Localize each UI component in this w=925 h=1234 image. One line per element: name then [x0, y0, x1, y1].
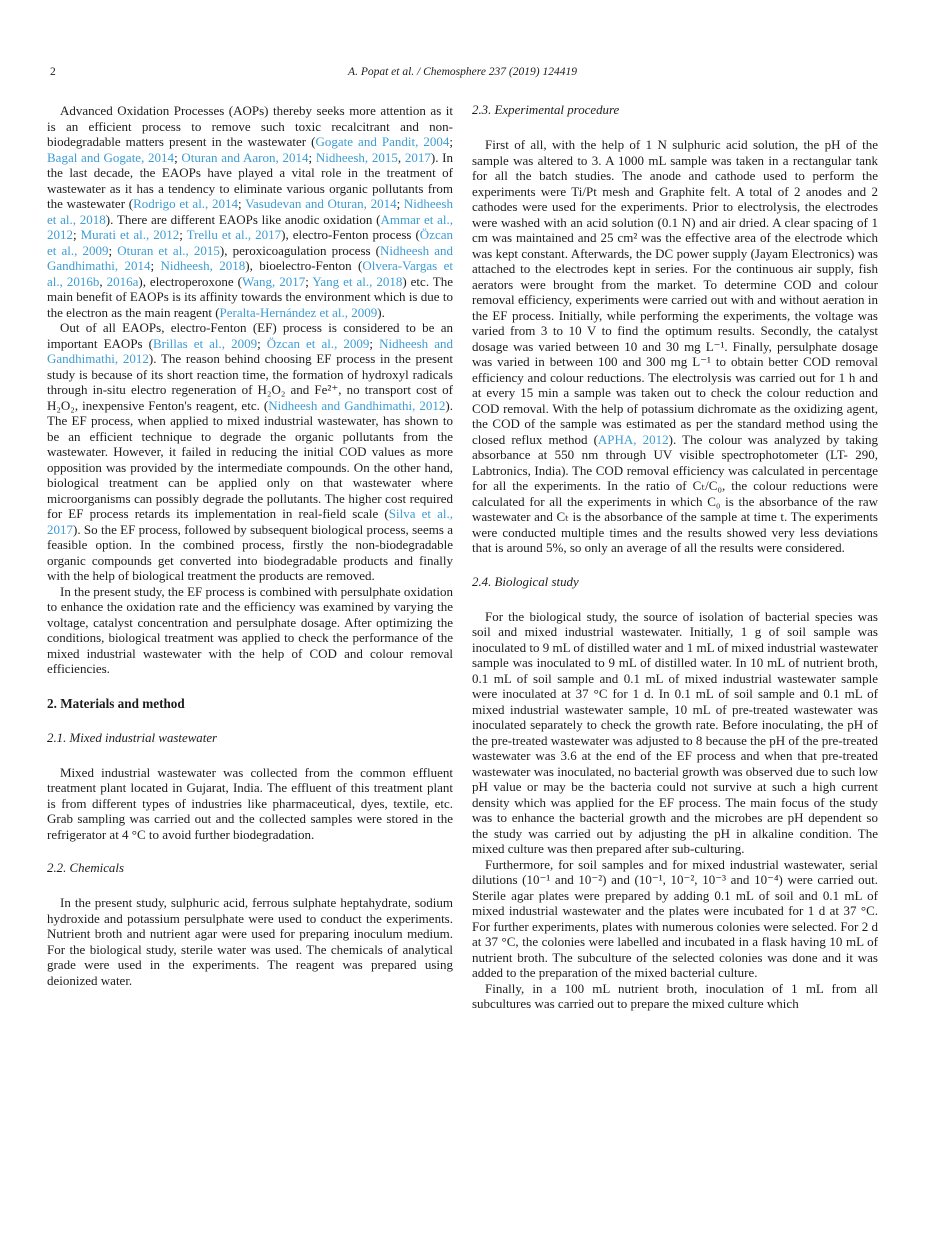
section-heading: 2. Materials and method [47, 695, 185, 711]
citation-link[interactable]: Ammar et al., 2012 [47, 211, 453, 242]
citation-link[interactable]: Nidheesh and Gandhimathi, 2012 [47, 335, 453, 366]
citation-link[interactable]: Bagal and Gogate, 2014 [47, 149, 175, 165]
citation-link[interactable]: Nidheesh, 2015 [315, 149, 398, 165]
citation-link[interactable]: Murati et al., 2012 [80, 227, 180, 242]
citation-link[interactable]: Gogate and Pandit, 2004 [315, 134, 450, 149]
citation-link[interactable]: 2016a [106, 273, 139, 289]
citation-link[interactable]: Oturan and Aaron, 2014 [181, 149, 309, 165]
paragraph: Out of all EAOPs, electro-Fenton (EF) process is considered to be an important EAOPs (Brillas et al., 2009; Özcan et al., 2009; Nidheesh and Gandhimathi, 2012). The reason behind choosing EF process in the present study is because of its short reaction time, the formation of hydroxyl radicals through in-situ electro regeneration of H₂O₂ and Fe²⁺, no transport cost of H₂O₂, inexpensive Fenton's reagent, etc. (Nidheesh and Gandhimathi, 2012). The EF process, when applied to mixed industrial wastewater, has shown to be an efficient technique to degrade the organic pollutants from the wastewater. However, it failed in reducing the initial COD values as more opposition was provided by the intermediate compounds. On the other hand, biological treatment can be applied only on that wastewater where microorganisms can possibly degrade the pollutants. The higher cost required for EF process retards its implementation in real-field scale (Silva et al., 2017). So the EF process, followed by subsequent biological process, seems a feasible option. In the combined process, firstly the non-biodegradable organic compounds get converted into biodegradable products and finally with the help of biological treatment the products are removed. [47, 320, 453, 583]
citation-link[interactable]: Trellu et al., 2017 [186, 227, 282, 242]
subsection-heading: 2.3. Experimental procedure [472, 103, 620, 117]
paragraph: Advanced Oxidation Processes (AOPs) thereby seeks more attention as it is an efficient process to remove such toxic recalcitrant and non-biodegradable matters present in the wastewater (Gogate and Pandit, 2004; Bagal and Gogate, 2014; Oturan and Aaron, 2014; Nidheesh, 2015, 2017). In the last decade, the EAOPs have played a vital role in the treatment of wastewater as it has a tendency to eliminate various organic pollutants from the wastewater (Rodrigo et al., 2014; Vasudevan and Oturan, 2014; Nidheesh et al., 2018). There are different EAOPs like anodic oxidation (Ammar et al., 2012; Murati et al., 2012; Trellu et al., 2017), electro-Fenton process (Özcan et al., 2009; Oturan et al., 2015), peroxicoagulation process (Nidheesh and Gandhimathi, 2014; Nidheesh, 2018), bioelectro-Fenton (Olvera-Vargas et al., 2016b, 2016a), electroperoxone (Wang, 2017; Yang et al., 2018) etc. The main benefit of EAOPs is its affinity towards the environment which is due to the electron as the main reagent (Peralta-Hernández et al., 2009). [47, 103, 454, 320]
subsection-heading: 2.1. Mixed industrial wastewater [47, 730, 218, 745]
citation-link[interactable]: Nidheesh et al., 2018 [47, 196, 453, 227]
citation-link[interactable]: Özcan et al., 2009 [47, 227, 453, 258]
paragraph: First of all, with the help of 1 N sulphuric acid solution, the pH of the sample was altered to 3. A 1000 mL sample was taken in a rectangular tank for all the batch studies. The anode and cathode used to perform the experiments were Ti/Pt mesh and Graphite felt. A total of 2 anodes and 2 cathodes were used for the experiments. Prior to electrolysis, the electrodes were washed with an acid solution (0.1 N) and air dried. A clear spacing of 1 cm was maintained and 25 cm² was the effective area of the electrode which was kept constant. Afterwards, the DC power supply (Jayam Electronics) was attached to the electrodes kept in series. For the continuous air supply, fish aerators were brought from the market. To determine COD and colour removal efficiency, experiments were carried out with and without aeration in the EF process. Initially, while performing the experiments, the voltage was varied from 3 to 10 V to find the optimum results. Secondly, the catalyst dosage was varied between 10 and 30 mg L⁻¹. Finally, persulphate dosage was varied in between 100 and 300 mg L⁻¹ to obtain better COD removal efficiency and colour reductions. The electrolysis was carried out for 1 h and at every 15 min a sample was taken out to check the colour reduction and COD removal. With the help of potassium dichromate as the oxidizing agent, the COD of the sample was estimated as per the standard method using the closed reflux method (APHA, 2012). The colour was analyzed by taking absorbance at 550 nm through UV visible spectrophotometer (LT- 290, Labtronics, India). The COD removal efficiency was calculated in percentage for all the experiments. In the ratio of Cₜ/C₀, the colour reductions were calculated for all the experiments in which C₀ is the absorbance of the raw wastewater and Cₜ is the absorbance of the sample at time t. The experiments were conducted multiple times and the results showed very less deviations that is around 5%, so only an average of all the results were considered. [472, 137, 878, 555]
citation-link[interactable]: Nidheesh, 2018 [160, 258, 246, 273]
paragraph: For the biological study, the source of isolation of bacterial species was soil and mixed industrial wastewater. Initially, 1 g of soil sample was inoculated to 9 mL of distilled water and 1 mL of mixed industrial wastewater sample was inoculated to 9 mL of distilled water. In 10 mL of nutrient broth, 0.1 mL of soil sample and 0.1 mL of mixed industrial wastewater sample were inoculated at 37 °C for 1 d. In 0.1 mL of soil sample and 0.1 mL of mixed industrial wastewater sample, 10 mL of pre-treated wastewater was inoculated separately to check the growth rate. Before inoculating, the pH of the pre-treated wastewater was adjusted to 8 because the pH of the pre-treated wastewater was 3.6 at the end of the EF process and when that pre-treated wastewater was inoculated, no bacterial growth was observed due to such low pH value or may be the bacteria could not survive at such a high current density which was applied for the EF process. The main focus of the study was to enhance the bacterial growth and the microbes are pH dependent so the study was carried out by adjusting the pH in alkaline condition. The mixed culture was then prepared after sub-culturing. [472, 608, 878, 856]
running-head: A. Popat et al. / Chemosphere 237 (2019) 124419 [348, 66, 577, 78]
citation-link[interactable]: Peralta-Hernández et al., 2009 [219, 304, 378, 320]
citation-link[interactable]: Silva et al., 2017 [47, 506, 453, 537]
page-header [47, 66, 878, 82]
citation-link[interactable]: Wang, 2017 [241, 273, 306, 289]
citation-link[interactable]: Yang et al., 2018 [312, 273, 403, 289]
citation-link[interactable]: Olvera-Vargas et al., 2016b [47, 258, 453, 289]
citation-link[interactable]: Brillas et al., 2009 [153, 335, 258, 351]
citation-link[interactable]: Nidheesh and Gandhimathi, 2012 [268, 397, 446, 413]
paragraph: Mixed industrial wastewater was collected from the common effluent treatment plant located in Gujarat, India. The effluent of this treatment plant is from different types of industries like pharmaceutical, dyes, textile, etc. Grab sampling was carried out and the collected samples were stored in the refrigerator at 4 °C to avoid further biodegradation. [47, 764, 453, 842]
citation-link[interactable]: Oturan et al., 2015 [117, 242, 220, 258]
column-left [47, 103, 453, 1012]
citation-link[interactable]: 2017 [404, 149, 431, 165]
paragraph: In the present study, the EF process is combined with persulphate oxidation to enhance the oxidation rate and the efficiency was examined by varying the voltage, catalyst concentration and persulphate dosage. After optimizing the conditions, biological treatment was applied to check the performance of the mixed industrial wastewater with the help of COD and colour removal efficiencies. [47, 583, 453, 676]
citation-link[interactable]: Özcan et al., 2009 [266, 335, 370, 351]
column-right [472, 103, 878, 1012]
page-number: 2 [50, 66, 56, 78]
citation-link[interactable]: APHA, 2012 [597, 431, 669, 447]
citation-link[interactable]: Nidheesh and Gandhimathi, 2014 [47, 242, 453, 273]
paragraph: Furthermore, for soil samples and for mixed industrial wastewater, serial dilutions (10⁻¹ and 10⁻²) and (10⁻¹, 10⁻², 10⁻³ and 10⁻⁴) were carried out. Sterile agar plates were prepared by adding 0.1 mL of soil and 0.1 mL of mixed industrial wastewater and the plates were incubated for 1 d at 37 °C. For further experiments, plates with numerous colonies were selected. For 2 d at 37 °C, the colonies were labelled and incubated in a flask having 10 mL of nutrient broth. The subculture of the selected colonies was done and it was added to the preparation of the mixed bacterial culture. [472, 856, 878, 980]
citation-link[interactable]: Vasudevan and Oturan, 2014 [245, 196, 397, 211]
subsection-heading: 2.2. Chemicals [47, 861, 124, 875]
two-column-body [47, 103, 878, 1012]
paragraph: In the present study, sulphuric acid, ferrous sulphate heptahydrate, sodium hydroxide and potassium persulphate were used to conduct the experiments. Nutrient broth and nutrient agar were used for preparing inoculum medium. For the biological study, sterile water was used. The chemicals of analytical grade were used in the experiments. The reagent was prepared using deionized water. [47, 895, 453, 988]
subsection-heading: 2.4. Biological study [472, 574, 579, 589]
citation-link[interactable]: Rodrigo et al., 2014 [133, 196, 238, 211]
paragraph: Finally, in a 100 mL nutrient broth, inoculation of 1 mL from all subcultures was carried out to prepare the mixed culture which [472, 980, 878, 1011]
